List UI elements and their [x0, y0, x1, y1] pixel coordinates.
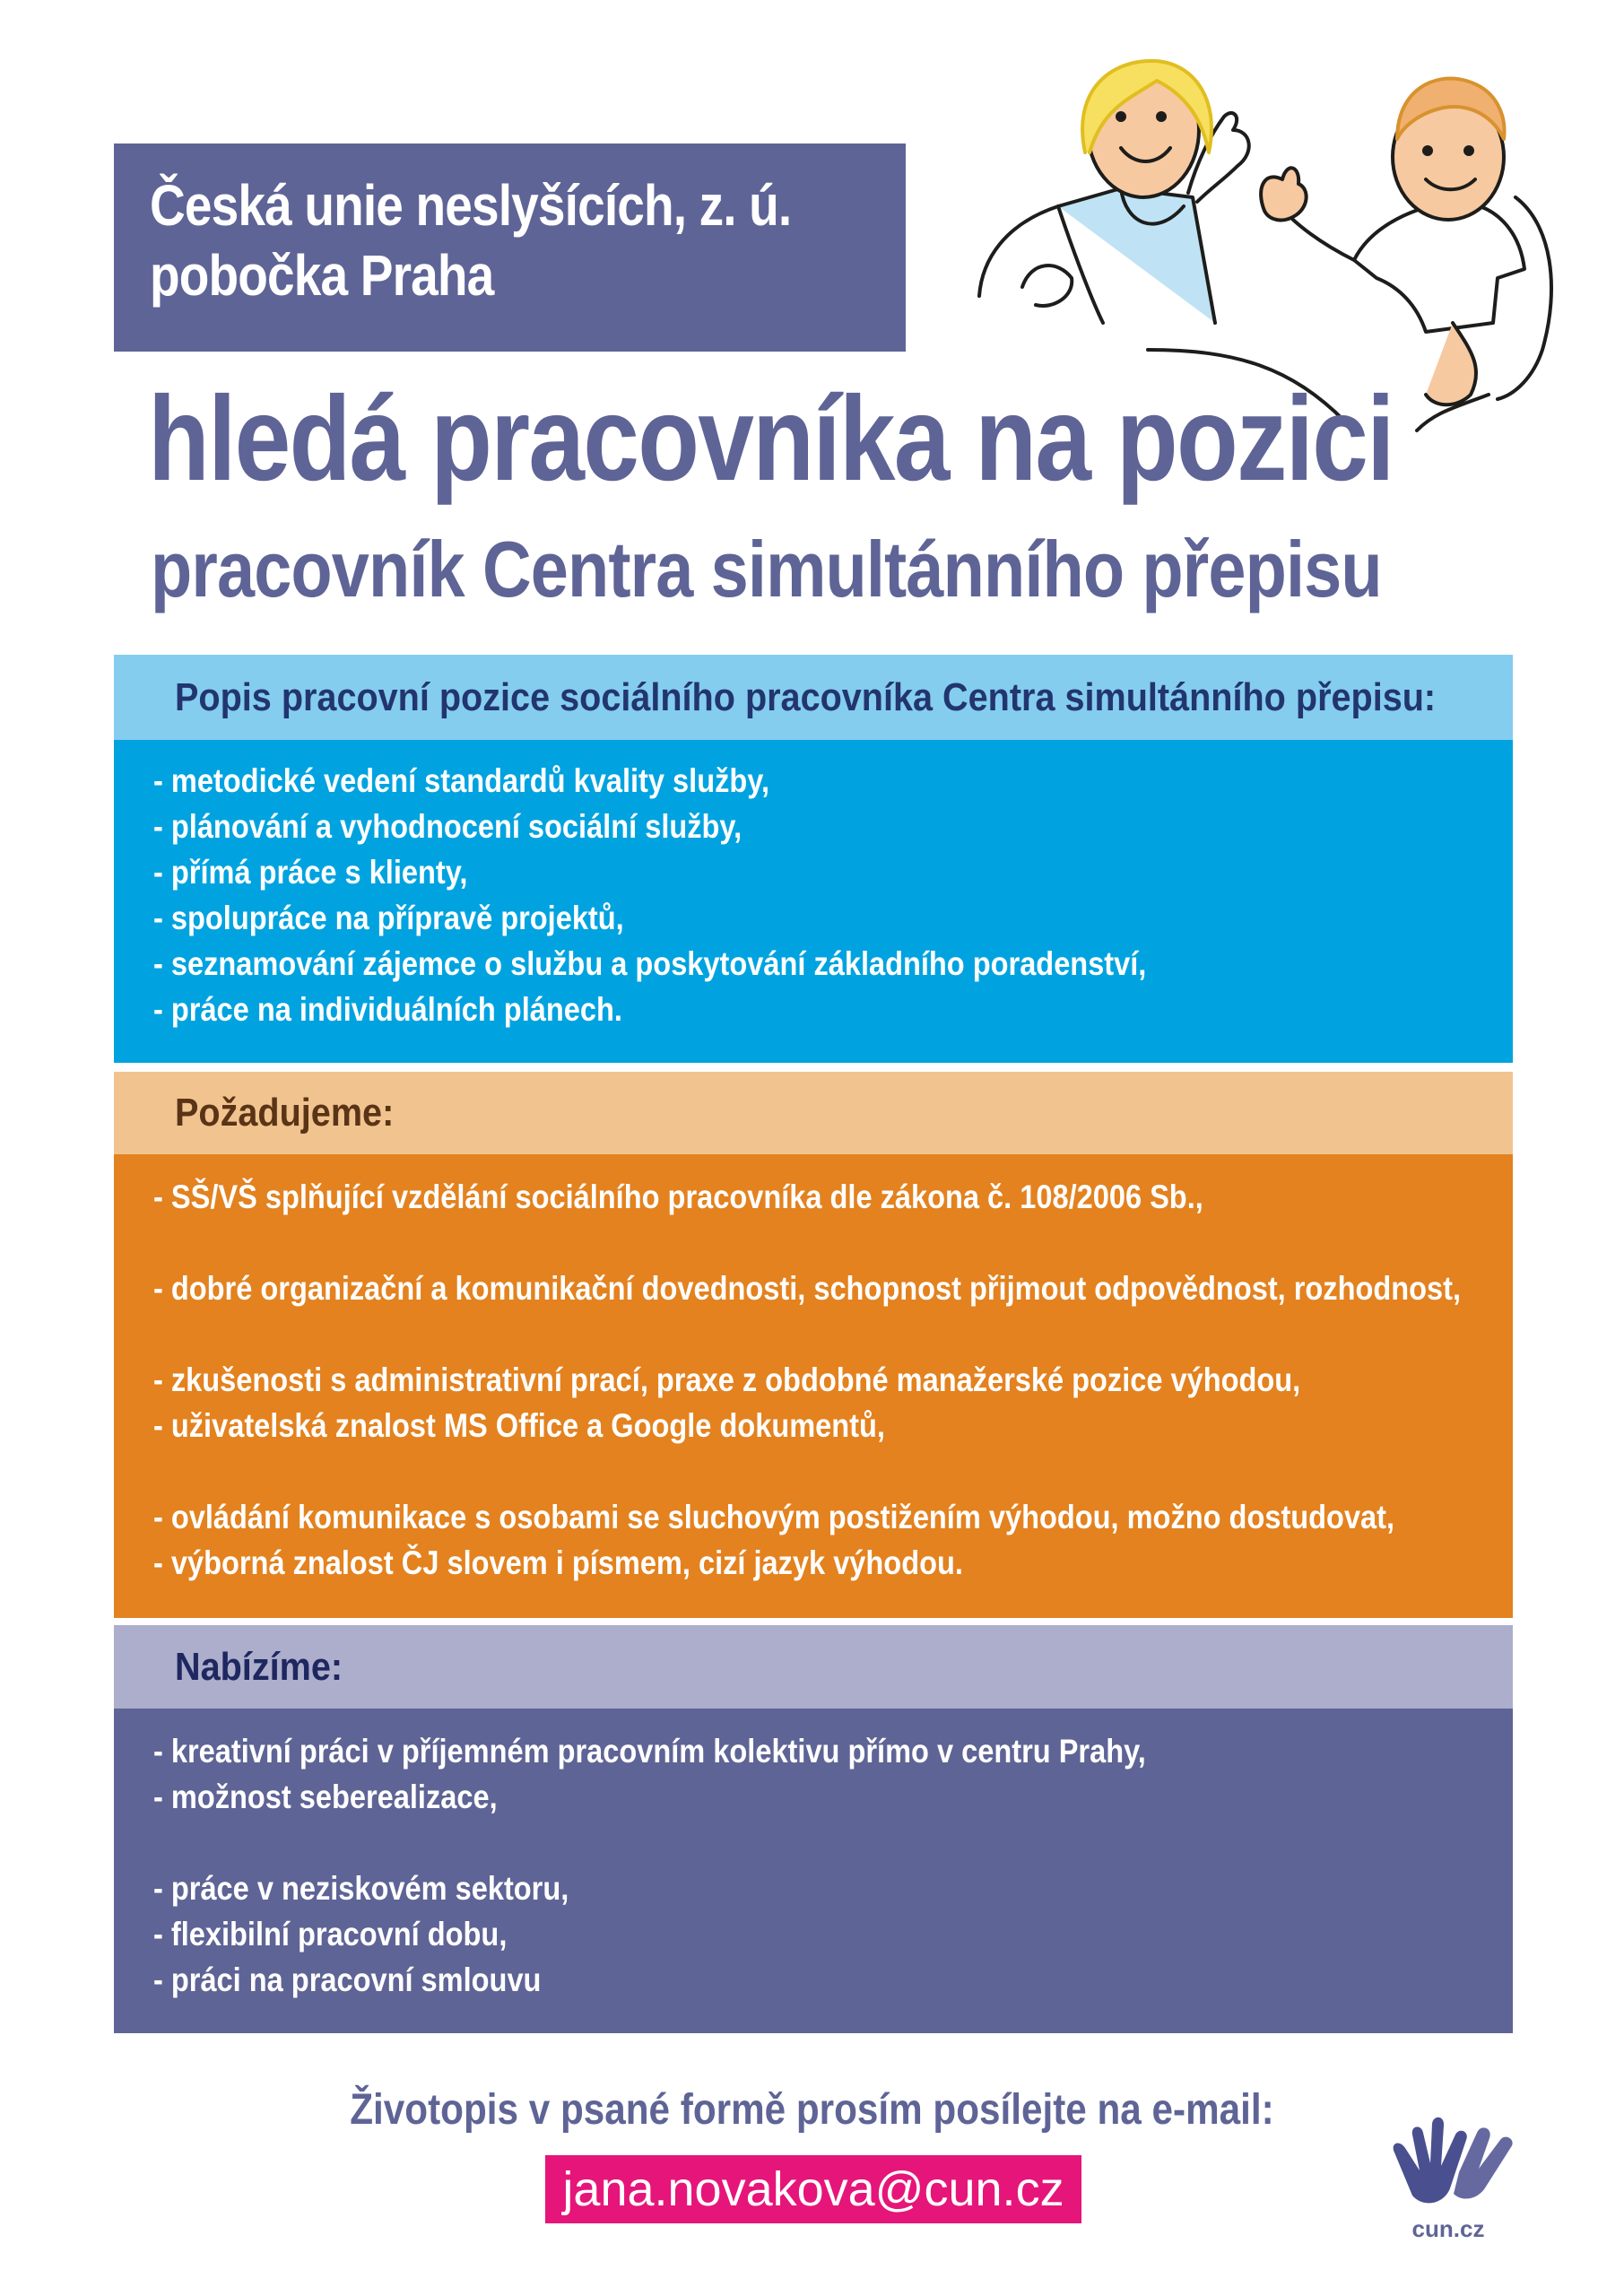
- logo-text: cun.cz: [1411, 2215, 1485, 2242]
- list-item: - možnost seberealizace,: [153, 1779, 498, 1815]
- list-item: - plánování a vyhodnocení sociální služby,: [153, 808, 743, 845]
- cv-instruction: Životopis v psané formě prosím posílejte na e-mail:: [350, 2086, 1274, 2134]
- list-item: - ovládání komunikace s osobami se sluchovým postižením výhodou, možno dostudovat,: [153, 1499, 1395, 1535]
- list-item: - SŠ/VŠ splňující vzdělání sociálního pracovníka dle zákona č. 108/2006 Sb.,: [153, 1178, 1203, 1215]
- organization-name: Česká unie neslyšících, z. ú.: [150, 173, 792, 238]
- description-list: [114, 740, 1513, 1063]
- list-item: - kreativní práci v příjemném pracovním kolektivu přímo v centru Prahy,: [153, 1733, 1146, 1770]
- offer-list: [114, 1709, 1513, 2033]
- description-heading: Popis pracovní pozice sociálního pracovníka Centra simultánního přepisu:: [114, 655, 1513, 740]
- list-item: - práci na pracovní smlouvu: [153, 1961, 542, 1998]
- organization-branch: pobočka Praha: [150, 243, 494, 308]
- position-title: pracovník Centra simultánního přepisu: [151, 525, 1382, 613]
- list-item: - spolupráce na přípravě projektů,: [153, 900, 624, 936]
- email-link[interactable]: jana.novakova@cun.cz: [545, 2155, 1081, 2223]
- list-item: - seznamování zájemce o službu a poskytování základního poradenství,: [153, 945, 1147, 982]
- requirements-list: [114, 1154, 1513, 1618]
- requirements-heading: Požadujeme:: [114, 1072, 1513, 1154]
- cun-logo[interactable]: [1376, 2099, 1520, 2251]
- offer-heading: Nabízíme:: [114, 1625, 1513, 1709]
- headline: hledá pracovníka na pozici: [148, 372, 1394, 506]
- list-item: - dobré organizační a komunikační dovednosti, schopnost přijmout odpovědnost, rozhodnost,: [153, 1270, 1462, 1307]
- list-item: - práce na individuálních plánech.: [153, 991, 622, 1028]
- signing-hands-logo-icon: [1376, 2099, 1520, 2215]
- list-item: - flexibilní pracovní dobu,: [153, 1916, 508, 1952]
- list-item: - práce v neziskovém sektoru,: [153, 1870, 569, 1907]
- list-item: - metodické vedení standardů kvality služby,: [153, 762, 769, 799]
- organization-header: [114, 144, 906, 352]
- list-item: - uživatelská znalost MS Office a Google dokumentů,: [153, 1407, 885, 1444]
- list-item: - zkušenosti s administrativní prací, praxe z obdobné manažerské pozice výhodou,: [153, 1361, 1301, 1398]
- list-item: - výborná znalost ČJ slovem i písmem, cizí jazyk výhodou.: [153, 1544, 963, 1581]
- list-item: - přímá práce s klienty,: [153, 854, 468, 891]
